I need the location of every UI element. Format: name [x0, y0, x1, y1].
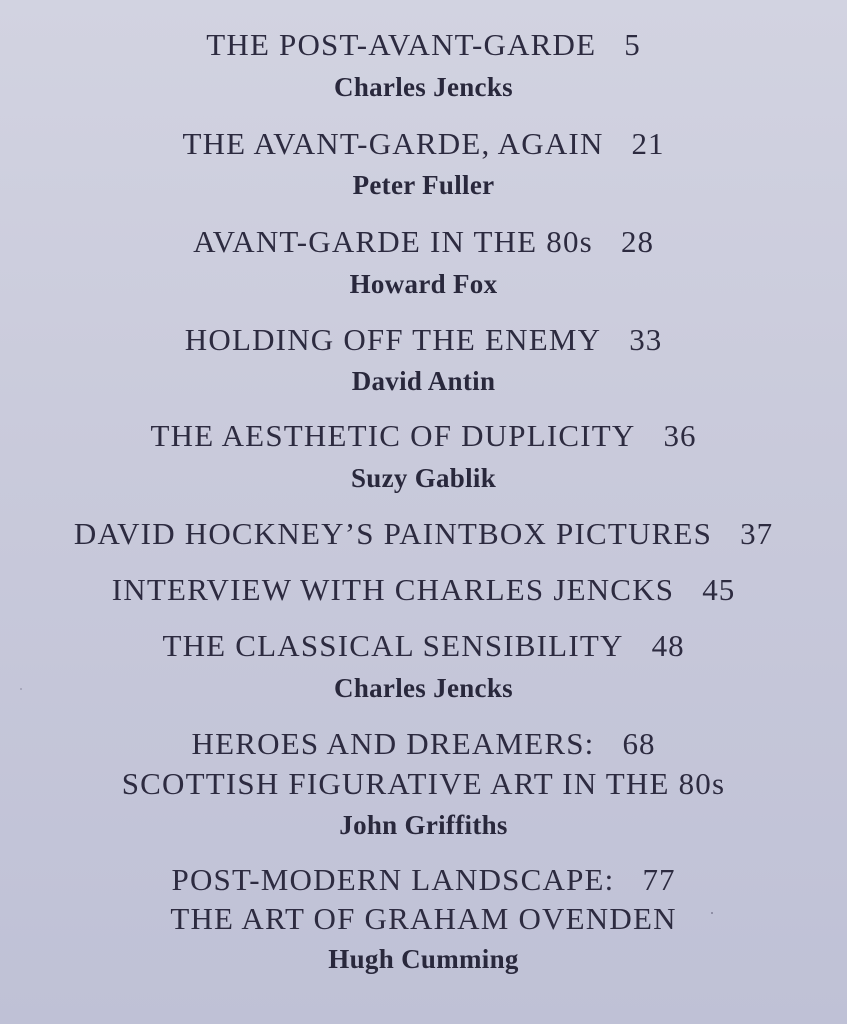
entry-title-text: INTERVIEW WITH CHARLES JENCKS: [111, 572, 675, 607]
entry-title-text: THE AESTHETIC OF DUPLICITY: [150, 418, 636, 453]
toc-entry-title: [0, 862, 847, 898]
entry-author: Charles Jencks: [334, 72, 513, 102]
entry-page-number: 45: [702, 572, 736, 607]
toc-entry-title: [0, 126, 847, 162]
entry-page-number: 37: [740, 516, 774, 551]
toc-entry-title: [0, 628, 847, 664]
entry-title-text: POST-MODERN LANDSCAPE:: [171, 862, 615, 897]
entry-title-text: DAVID HOCKNEY’S PAINTBOX PICTURES: [73, 516, 713, 551]
entry-page-number: 21: [631, 126, 665, 161]
toc-entry-title: [0, 572, 847, 608]
entry-title-text: THE AVANT-GARDE, AGAIN: [182, 126, 604, 161]
toc-entry-title: [0, 418, 847, 454]
entry-author: Howard Fox: [349, 269, 498, 299]
entry-subtitle: THE ART OF GRAHAM OVENDEN: [170, 901, 677, 936]
entry-page-number: 33: [629, 322, 663, 357]
toc-entry-title: [0, 726, 847, 762]
entry-author: Suzy Gablik: [350, 463, 497, 493]
entry-author: Hugh Cumming: [328, 944, 519, 974]
entry-title-text: THE CLASSICAL SENSIBILITY: [162, 628, 624, 663]
entry-title-text: HOLDING OFF THE ENEMY: [184, 322, 602, 357]
entry-page-number: 77: [642, 862, 676, 897]
entry-title-text: AVANT-GARDE IN THE 80s: [193, 224, 593, 259]
toc-entry-title: [0, 322, 847, 358]
print-speck: [20, 688, 22, 690]
entry-author: Peter Fuller: [352, 170, 495, 200]
entry-author: Charles Jencks: [334, 673, 513, 703]
entry-subtitle: SCOTTISH FIGURATIVE ART IN THE 80s: [121, 766, 726, 801]
entry-title-text: THE POST-AVANT-GARDE: [206, 27, 597, 62]
toc-entry-title: [0, 224, 847, 260]
toc-entry-title: [0, 27, 847, 63]
entry-author: John Griffiths: [339, 810, 508, 840]
entry-page-number: 28: [620, 224, 654, 259]
print-speck: [711, 912, 713, 914]
entry-page-number: 36: [663, 418, 697, 453]
entry-page-number: 5: [624, 27, 641, 62]
entry-author: David Antin: [351, 366, 496, 396]
entry-title-text: HEROES AND DREAMERS:: [191, 726, 595, 761]
entry-page-number: 48: [651, 628, 685, 663]
entry-page-number: 68: [622, 726, 656, 761]
toc-entry-title: [0, 516, 847, 552]
